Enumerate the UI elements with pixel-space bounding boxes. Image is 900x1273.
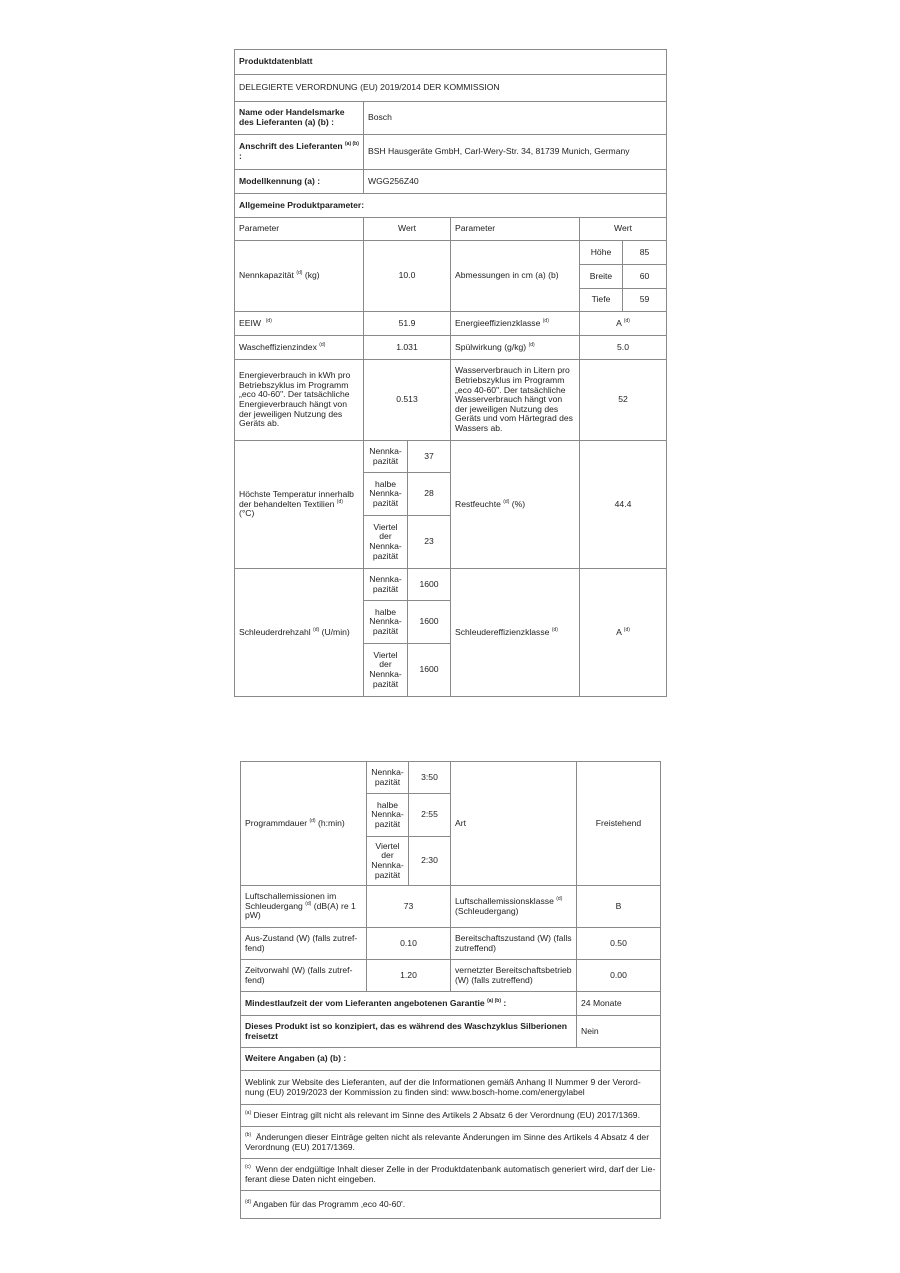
prog-load-half-label: halbe Nennka-pazität: [367, 794, 409, 837]
warranty-value: 24 Monate: [577, 992, 661, 1016]
energy-class-label: Energieeffizienzklasse $^{(d)}$: [451, 312, 580, 336]
sheet-title: Produktdatenblatt: [235, 50, 667, 75]
dimensions-label: Abmessungen in cm (a) (b): [451, 241, 580, 312]
energy-consumption-value: 0.513: [364, 360, 451, 441]
noise-class-value: B: [577, 886, 661, 928]
wash-efficiency-label: Wascheffizienzindex $^{(d)}$: [235, 336, 364, 360]
spin-load-full-label: Nennka-pazität: [364, 569, 408, 601]
product-data-sheet-table: [234, 49, 667, 697]
dimension-width-value: 60: [623, 265, 667, 289]
prog-load-half-value: 2:55: [409, 794, 451, 837]
product-data-sheet-table-continued: [240, 761, 661, 1219]
max-temperature-label: Höchste Temperatur innerhalb der behandelten Textilien $^{(d)}$ (°C): [235, 441, 364, 569]
prog-load-quarter-label: Viertel der Nennka-pazität: [367, 837, 409, 886]
dimension-height-value: 85: [623, 241, 667, 265]
eeiw-label: EEIW $^{(d)}$: [235, 312, 364, 336]
eeiw-value: 51.9: [364, 312, 451, 336]
header-value-right: Wert: [580, 218, 667, 241]
temp-load-full-value: 37: [408, 441, 451, 473]
spin-load-quarter-label: Viertel der Nennka-pazität: [364, 644, 408, 697]
standby-value: 0.50: [577, 928, 661, 960]
prog-load-full-value: 3:50: [409, 762, 451, 794]
supplier-address-value: BSH Hausgeräte GmbH, Carl-Wery-Str. 34, 81739 Munich, Germany: [364, 135, 667, 170]
temp-load-quarter-value: 23: [408, 516, 451, 569]
footnote-b: $^{(b)}$ Änderungen dieser Einträge gelten nicht als relevante Änderungen im Sinne des Artikels 4 Absatz 4 der Verordnung (EU) 2017/1369.: [241, 1127, 661, 1159]
residual-moisture-value: 44.4: [580, 441, 667, 569]
model-value: WGG256Z40: [364, 170, 667, 194]
dimension-depth-label: Tiefe: [580, 289, 623, 312]
noise-emission-label: Luftschallemissionen im Schleudergang $^{(d)}$ (dB(A) re 1 pW): [241, 886, 367, 928]
delay-start-label: Zeitvorwahl (W) (falls zutref-fend): [241, 960, 367, 992]
silver-ions-label: Dieses Produkt ist so konzipiert, das es während des Waschzyklus Silberionen freisetzt: [241, 1016, 577, 1048]
dimension-depth-value: 59: [623, 289, 667, 312]
header-parameter-left: Parameter: [235, 218, 364, 241]
energy-consumption-label: Energieverbrauch in kWh pro Betriebszyklus im Programm „eco 40-60". Der tatsächliche Energieverbrauch hängt von der jeweiligen Nutzung des Geräts ab.: [235, 360, 364, 441]
delay-start-value: 1.20: [367, 960, 451, 992]
network-standby-label: vernetzter Bereitschaftsbetrieb (W) (falls zutreffend): [451, 960, 577, 992]
supplier-weblink-text: Weblink zur Website des Lieferanten, auf der die Informationen gemäß Anhang II Nummer 9 der Verord-nung (EU) 2019/2023 der Kommission zu finden sind: www.bosch-home.com/energylabel: [241, 1071, 661, 1105]
standby-label: Bereitschaftszustand (W) (falls zutreffend): [451, 928, 577, 960]
temp-load-full-label: Nennka-pazität: [364, 441, 408, 473]
program-duration-label: Programmdauer $^{(d)}$ (h:min): [241, 762, 367, 886]
further-info-heading: Weitere Angaben (a) (b) :: [241, 1048, 661, 1071]
supplier-name-value: Bosch: [364, 102, 667, 135]
supplier-name-label: Name oder Handelsmarke des Lieferanten (a) (b) :: [235, 102, 364, 135]
footnote-a: $^{(a)}$ Dieser Eintrag gilt nicht als relevant im Sinne des Artikels 2 Absatz 6 der Verordnung (EU) 2017/1369.: [241, 1105, 661, 1127]
wash-efficiency-value: 1.031: [364, 336, 451, 360]
off-mode-value: 0.10: [367, 928, 451, 960]
type-value: Freistehend: [577, 762, 661, 886]
rated-capacity-value: 10.0: [364, 241, 451, 312]
water-consumption-value: 52: [580, 360, 667, 441]
residual-moisture-label: Restfeuchte $^{(d)}$ (%): [451, 441, 580, 569]
temp-load-quarter-label: Viertel der Nennka-pazität: [364, 516, 408, 569]
network-standby-value: 0.00: [577, 960, 661, 992]
warranty-label: Mindestlaufzeit der vom Lieferanten angebotenen Garantie $^{(a) (b)}$ :: [241, 992, 577, 1016]
spin-class-value: A $^{(d)}$: [580, 569, 667, 697]
noise-class-label: Luftschallemissionsklasse $^{(d)}$ (Schleudergang): [451, 886, 577, 928]
header-parameter-right: Parameter: [451, 218, 580, 241]
rinse-effect-value: 5.0: [580, 336, 667, 360]
supplier-address-label: Anschrift des Lieferanten $^{(a) (b)}$ :: [235, 135, 364, 170]
spin-load-half-value: 1600: [408, 601, 451, 644]
spin-class-label: Schleudereffizienzklasse $^{(d)}$: [451, 569, 580, 697]
rated-capacity-label: Nennkapazität $^{(d)}$ (kg): [235, 241, 364, 312]
temp-load-half-value: 28: [408, 473, 451, 516]
dimension-width-label: Breite: [580, 265, 623, 289]
header-value-left: Wert: [364, 218, 451, 241]
water-consumption-label: Wasserverbrauch in Litern pro Betriebszyklus im Programm „eco 40-60". Der tatsächliche Wasserverbrauch hängt von der jeweiligen Nutzung des Geräts und vom Härtegrad des Wassers ab.: [451, 360, 580, 441]
footnote-d: $^{(d)}$ Angaben für das Programm ‚eco 40-60'.: [241, 1191, 661, 1219]
rinse-effect-label: Spülwirkung (g/kg) $^{(d)}$: [451, 336, 580, 360]
off-mode-label: Aus-Zustand (W) (falls zutref-fend): [241, 928, 367, 960]
temp-load-half-label: halbe Nennka-pazität: [364, 473, 408, 516]
noise-emission-value: 73: [367, 886, 451, 928]
spin-load-full-value: 1600: [408, 569, 451, 601]
footnote-c: $^{(c)}$ Wenn der endgültige Inhalt dieser Zelle in der Produktdatenbank automatisch generiert wird, darf der Lie-ferant diese Daten nicht eingeben.: [241, 1159, 661, 1191]
regulation-subtitle: DELEGIERTE VERORDNUNG (EU) 2019/2014 DER KOMMISSION: [235, 75, 667, 102]
type-label: Art: [451, 762, 577, 886]
spin-load-half-label: halbe Nennka-pazität: [364, 601, 408, 644]
dimension-height-label: Höhe: [580, 241, 623, 265]
spin-speed-label: Schleuderdrehzahl $^{(d)}$ (U/min): [235, 569, 364, 697]
energy-class-value: A $^{(d)}$: [580, 312, 667, 336]
general-parameters-heading: Allgemeine Produktparameter:: [235, 194, 667, 218]
prog-load-full-label: Nennka-pazität: [367, 762, 409, 794]
prog-load-quarter-value: 2:30: [409, 837, 451, 886]
spin-load-quarter-value: 1600: [408, 644, 451, 697]
silver-ions-value: Nein: [577, 1016, 661, 1048]
model-label: Modellkennung (a) :: [235, 170, 364, 194]
